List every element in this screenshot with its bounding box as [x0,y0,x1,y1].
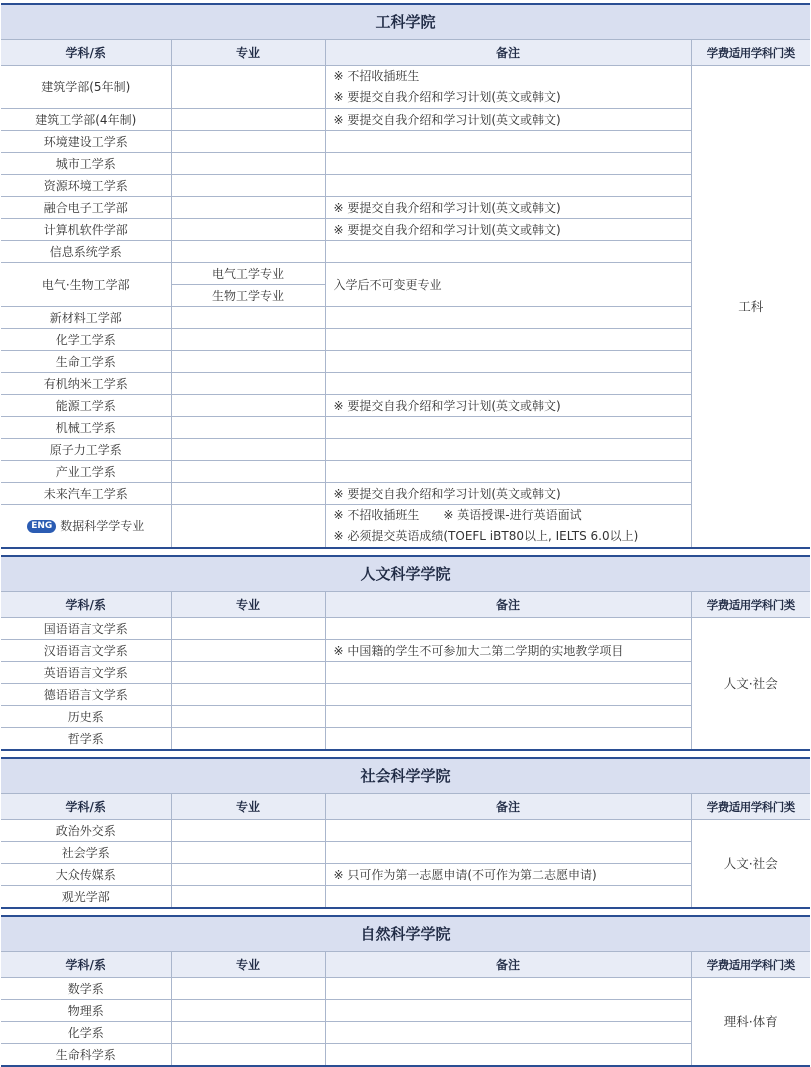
header-major: 专业 [171,40,325,66]
major-cell [171,684,325,706]
dept-name: 国语语言文学系 [43,621,128,636]
note-line: ※ 要提交自我介绍和学习计划(英文或韩文) [333,90,561,104]
table-row [1,373,810,395]
major-cell [171,461,325,483]
note-cell [325,131,691,153]
table-row [1,978,810,1000]
note-cell [325,706,691,728]
major-cell [171,439,325,461]
college-table [1,915,810,1067]
fee-category-cell: 人文·社会 [691,820,810,909]
dept-name: 汉语语言文学系 [43,643,128,658]
college-title: 社会科学学院 [1,758,810,794]
table-row [1,395,810,417]
major-cell [171,706,325,728]
admission-table-sheet [0,3,811,1067]
dept-cell [1,373,171,395]
header-major: 专业 [171,592,325,618]
dept-name: 资源环境工学系 [43,178,128,193]
table-row [1,109,810,131]
major-cell [171,978,325,1000]
dept-name: 生命工学系 [55,354,116,369]
major-cell [171,1000,325,1022]
note-cell [325,1022,691,1044]
major-cell [171,307,325,329]
major-cell [171,66,325,109]
note-line: ※ 必须提交英语成绩(TOEFL iBT80以上, IELTS 6.0以上) [333,529,639,543]
note-cell [325,351,691,373]
dept-cell [1,886,171,909]
dept-cell [1,109,171,131]
major-cell [171,417,325,439]
dept-cell [1,395,171,417]
major-cell [171,241,325,263]
college-title-row [1,758,810,794]
dept-name: 大众传媒系 [55,867,116,882]
college-title: 自然科学学院 [1,916,810,952]
header-dept: 学科/系 [1,592,171,618]
note-cell [325,505,691,549]
dept-cell [1,329,171,351]
major-cell [171,886,325,909]
college-block [1,757,810,909]
dept-name: 数据科学学专业 [60,519,145,533]
note-cell [325,842,691,864]
college-table [1,3,810,549]
dept-name: 政治外交系 [55,823,116,838]
dept-name: 环境建设工学系 [43,134,128,149]
major-cell [171,728,325,751]
header-fee-category: 学费适用学科门类 [691,952,810,978]
major-cell: 生物工学专业 [171,285,325,307]
table-row [1,728,810,751]
header-fee-category: 学费适用学科门类 [691,592,810,618]
header-row [1,952,810,978]
dept-cell [1,307,171,329]
dept-cell [1,483,171,505]
dept-name: 化学工学系 [55,332,116,347]
major-cell [171,153,325,175]
major-cell [171,329,325,351]
college-block [1,3,810,549]
major-cell [171,109,325,131]
header-row [1,794,810,820]
dept-name: 哲学系 [67,731,104,746]
note-text: ※ 英语授课-进行英语面试 [443,508,582,522]
note-cell [325,417,691,439]
dept-cell [1,640,171,662]
dept-cell [1,351,171,373]
header-row [1,40,810,66]
header-major: 专业 [171,952,325,978]
header-note: 备注 [325,952,691,978]
dept-name: 原子力工学系 [49,442,122,457]
table-row [1,1000,810,1022]
dept-cell [1,263,171,307]
table-row [1,241,810,263]
table-row [1,483,810,505]
table-row [1,662,810,684]
major-cell [171,864,325,886]
note-cell: ※ 只可作为第一志愿申请(不可作为第二志愿申请) [325,864,691,886]
header-fee-category: 学费适用学科门类 [691,40,810,66]
note-cell [325,373,691,395]
header-fee-category: 学费适用学科门类 [691,794,810,820]
fee-category-cell: 理科·体育 [691,978,810,1067]
dept-cell [1,842,171,864]
major-cell [171,131,325,153]
note-cell: ※ 要提交自我介绍和学习计划(英文或韩文) [325,197,691,219]
note-cell [325,684,691,706]
dept-cell [1,684,171,706]
major-cell [171,662,325,684]
major-cell [171,395,325,417]
dept-name: 机械工学系 [55,420,116,435]
note-cell [325,175,691,197]
table-row [1,461,810,483]
major-cell [171,842,325,864]
table-row [1,439,810,461]
fee-category-cell: 人文·社会 [691,618,810,751]
major-cell [171,820,325,842]
table-row [1,329,810,351]
dept-cell [1,978,171,1000]
dept-cell [1,662,171,684]
dept-cell [1,820,171,842]
college-table [1,757,810,909]
major-cell [171,175,325,197]
dept-cell [1,439,171,461]
header-note: 备注 [325,40,691,66]
dept-cell [1,728,171,751]
dept-name: 信息系统学系 [49,244,122,259]
dept-name: 建筑学部(5年制) [41,80,131,94]
note-cell: 入学后不可变更专业 [325,263,691,307]
dept-name: 能源工学系 [55,398,116,413]
header-row [1,592,810,618]
table-row [1,417,810,439]
header-dept: 学科/系 [1,952,171,978]
table-row [1,505,810,549]
dept-cell [1,417,171,439]
major-cell [171,1022,325,1044]
note-line [334,505,687,526]
college-block [1,915,810,1067]
table-row [1,640,810,662]
note-cell [325,461,691,483]
major-cell [171,483,325,505]
note-cell [325,886,691,909]
note-cell [325,1000,691,1022]
college-title: 人文科学学院 [1,556,810,592]
major-cell [171,505,325,549]
note-cell [325,820,691,842]
dept-name: 德语语言文学系 [43,687,128,702]
dept-cell [1,197,171,219]
college-block [1,555,810,751]
college-title-row [1,4,810,40]
note-cell [325,978,691,1000]
dept-name: 历史系 [67,709,104,724]
note-cell: ※ 要提交自我介绍和学习计划(英文或韩文) [325,395,691,417]
note-cell [325,1044,691,1067]
college-title-row [1,916,810,952]
dept-cell [1,706,171,728]
note-cell [325,241,691,263]
dept-name: 英语语言文学系 [43,665,128,680]
note-cell: ※ 要提交自我介绍和学习计划(英文或韩文) [325,109,691,131]
dept-name: 数学系 [67,981,104,996]
table-row [1,618,810,640]
table-row [1,351,810,373]
note-cell [325,728,691,751]
dept-name: 产业工学系 [55,464,116,479]
table-row [1,307,810,329]
major-cell [171,373,325,395]
table-row [1,886,810,909]
major-cell [171,640,325,662]
table-row [1,864,810,886]
dept-cell [1,864,171,886]
major-cell [171,1044,325,1067]
header-dept: 学科/系 [1,40,171,66]
table-row [1,175,810,197]
note-cell [325,329,691,351]
note-cell [325,662,691,684]
dept-cell [1,66,171,109]
eng-badge: ENG [27,520,56,533]
dept-name: 建筑工学部(4年制) [35,112,137,127]
table-row [1,706,810,728]
table-row [1,263,810,285]
dept-name: 化学系 [67,1025,104,1040]
major-cell: 电气工学专业 [171,263,325,285]
table-row [1,1044,810,1067]
table-row [1,66,810,109]
major-cell [171,197,325,219]
note-line: ※ 不招收插班生 [333,69,420,83]
dept-cell [1,1044,171,1067]
table-row [1,684,810,706]
dept-name: 城市工学系 [55,156,116,171]
dept-cell [1,505,171,549]
table-row [1,197,810,219]
table-row [1,131,810,153]
dept-cell [1,1000,171,1022]
note-cell: ※ 中国籍的学生不可参加大二第二学期的实地教学项目 [325,640,691,662]
dept-name: 电气·生物工学部 [41,277,130,292]
major-cell [171,618,325,640]
table-row [1,153,810,175]
table-row [1,820,810,842]
note-cell [325,66,691,109]
college-table [1,555,810,751]
note-cell [325,153,691,175]
dept-name: 未来汽车工学系 [43,486,128,501]
dept-cell [1,461,171,483]
dept-cell [1,153,171,175]
dept-name: 社会学系 [61,845,110,860]
dept-name: 观光学部 [61,889,110,904]
dept-name: 生命科学系 [55,1047,116,1062]
college-title-row [1,556,810,592]
table-row [1,219,810,241]
dept-cell [1,241,171,263]
fee-category-cell: 工科 [691,66,810,549]
table-row [1,842,810,864]
note-cell: ※ 要提交自我介绍和学习计划(英文或韩文) [325,483,691,505]
dept-cell [1,618,171,640]
header-dept: 学科/系 [1,794,171,820]
header-major: 专业 [171,794,325,820]
dept-cell [1,1022,171,1044]
dept-cell [1,175,171,197]
major-cell [171,351,325,373]
table-row [1,1022,810,1044]
dept-cell [1,131,171,153]
note-cell [325,439,691,461]
note-cell [325,618,691,640]
dept-name: 有机纳米工学系 [43,376,128,391]
note-cell: ※ 要提交自我介绍和学习计划(英文或韩文) [325,219,691,241]
major-cell [171,219,325,241]
header-note: 备注 [325,592,691,618]
note-cell [325,307,691,329]
dept-name: 融合电子工学部 [43,200,128,215]
dept-name: 物理系 [67,1003,104,1018]
dept-name: 新材料工学部 [49,310,122,325]
header-note: 备注 [325,794,691,820]
note-text: ※ 不招收插班生 [333,508,420,522]
college-title: 工科学院 [1,4,810,40]
dept-cell [1,219,171,241]
dept-name: 计算机软件学部 [43,222,128,237]
